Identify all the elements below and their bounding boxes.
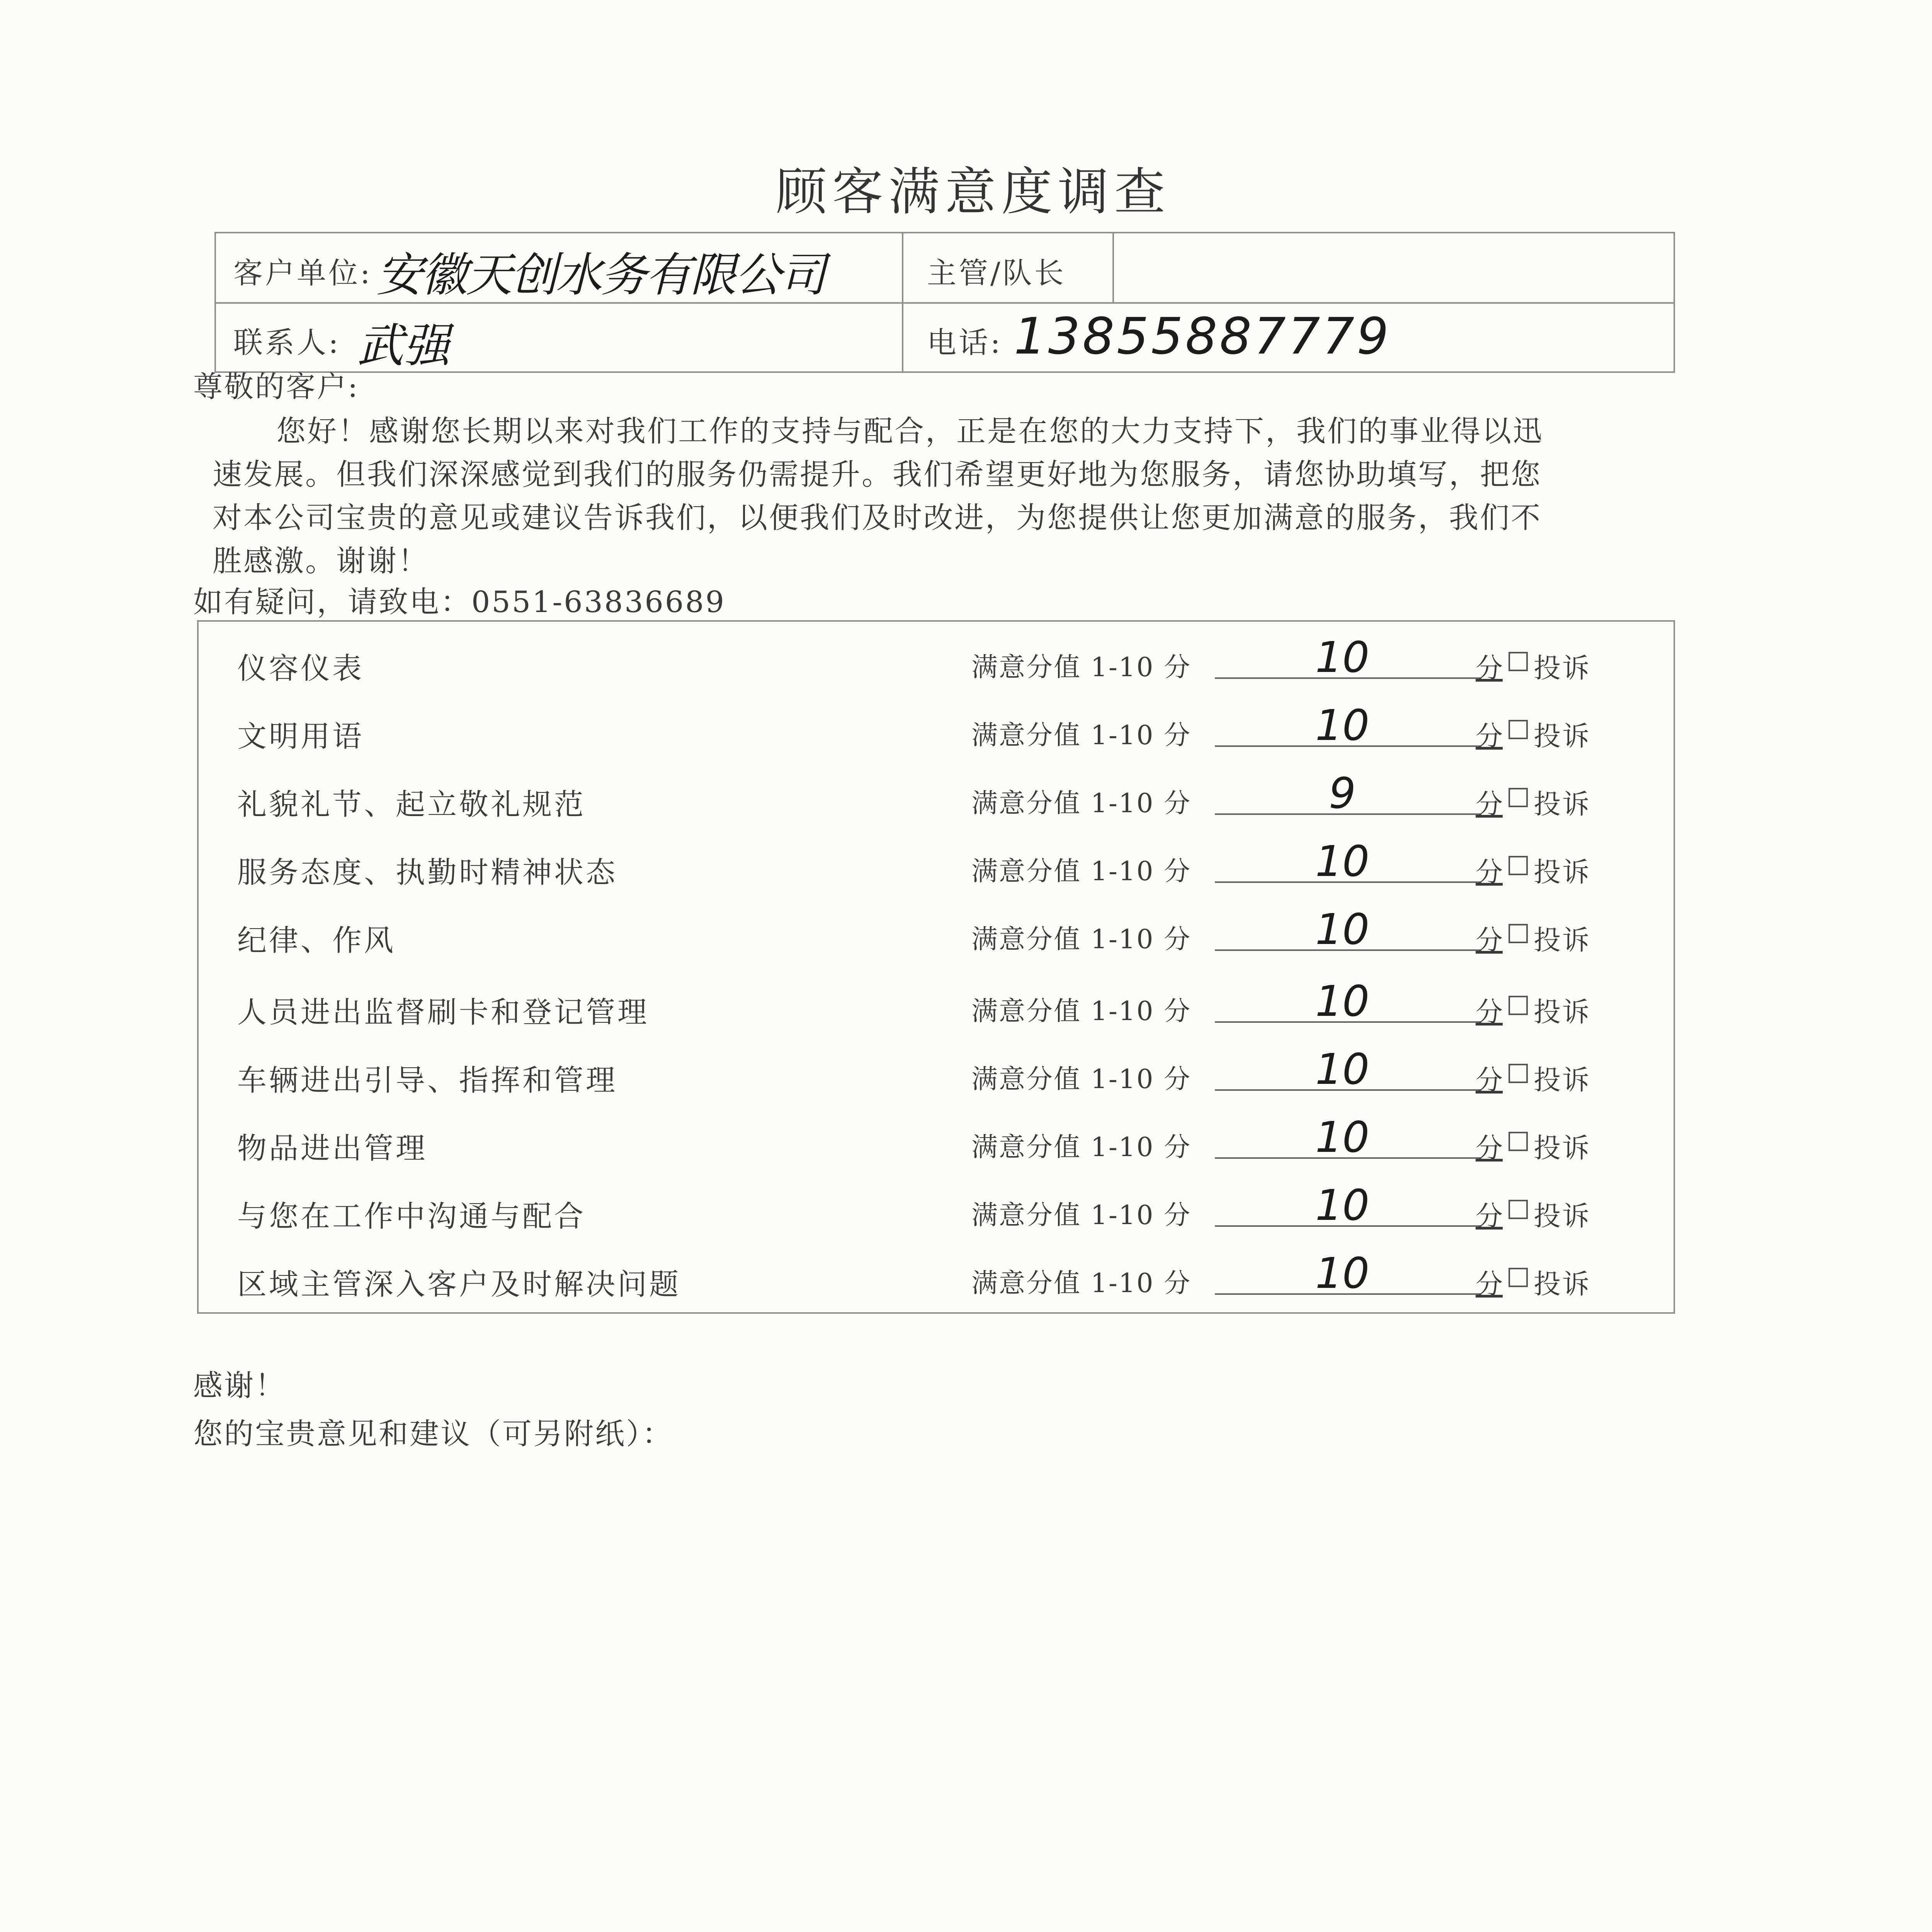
complain-label: 投诉 (1534, 652, 1591, 684)
thanks-text: 感谢！ (193, 1368, 286, 1403)
rating-row (199, 833, 1677, 901)
rating-score[interactable]: 10 (1315, 701, 1369, 750)
complain-label: 投诉 (1534, 1200, 1591, 1232)
unit-label: 分 (1476, 856, 1503, 888)
unit-label: 分 (1476, 1200, 1503, 1232)
rating-item-name: 文明用语 (237, 719, 364, 753)
rating-row (199, 1177, 1677, 1245)
greeting: 尊敬的客户: (193, 369, 359, 404)
rating-score[interactable]: 9 (1329, 769, 1356, 818)
rating-item-name: 仪容仪表 (237, 651, 364, 685)
rating-scale-label: 满意分值 1-10 分 (971, 996, 1191, 1027)
complain-label: 投诉 (1534, 1064, 1591, 1096)
contact-label: 联系人: (233, 325, 341, 360)
rating-score[interactable]: 10 (1315, 633, 1369, 682)
complain-checkbox[interactable] (1509, 856, 1528, 875)
rating-scale-label: 满意分值 1-10 分 (971, 856, 1191, 887)
rating-score[interactable]: 10 (1315, 976, 1369, 1026)
rating-row (199, 1041, 1677, 1109)
complain-checkbox[interactable] (1509, 996, 1528, 1015)
rating-item-name: 人员进出监督刷卡和登记管理 (237, 995, 649, 1029)
complain-label: 投诉 (1534, 856, 1591, 888)
complain-checkbox[interactable] (1509, 1268, 1528, 1287)
phone-value: 13855887779 (1014, 307, 1391, 366)
rating-row (199, 1109, 1677, 1177)
feedback-prompt: 您的宝贵意见和建议（可另附纸）： (193, 1417, 673, 1451)
rating-row (199, 973, 1677, 1041)
letter-line-3: 对本公司宝贵的意见或建议告诉我们，以便我们及时改进，为您提供让您更加满意的服务，我们不 (213, 500, 1542, 535)
client-unit-label: 客户单位: (233, 256, 372, 290)
complain-checkbox[interactable] (1509, 1200, 1528, 1219)
rating-score[interactable]: 10 (1315, 1248, 1369, 1298)
unit-label: 分 (1476, 1132, 1503, 1164)
rating-scale-label: 满意分值 1-10 分 (971, 1132, 1191, 1163)
letter-line-2: 速发展。但我们深深感觉到我们的服务仍需提升。我们希望更好地为您服务，请您协助填写，把您 (213, 457, 1542, 492)
complain-checkbox[interactable] (1509, 652, 1528, 671)
rating-row (199, 697, 1677, 765)
unit-label: 分 (1476, 1268, 1503, 1300)
complain-label: 投诉 (1534, 1132, 1591, 1164)
phone-label: 电话: (927, 325, 1003, 360)
rating-score[interactable]: 10 (1315, 905, 1369, 954)
unit-label: 分 (1476, 924, 1503, 956)
rating-score[interactable]: 10 (1315, 1180, 1369, 1230)
rating-row (199, 629, 1677, 697)
rating-item-name: 纪律、作风 (237, 923, 396, 957)
complain-label: 投诉 (1534, 996, 1591, 1028)
hotline: 如有疑问，请致电：0551-63836689 (193, 585, 726, 619)
unit-label: 分 (1476, 788, 1503, 820)
rating-scale-label: 满意分值 1-10 分 (971, 720, 1191, 751)
unit-label: 分 (1476, 652, 1503, 684)
rating-item-name: 区域主管深入客户及时解决问题 (237, 1267, 681, 1301)
complain-label: 投诉 (1534, 924, 1591, 956)
rating-scale-label: 满意分值 1-10 分 (971, 924, 1191, 955)
letter-line-1: 您好！感谢您长期以来对我们工作的支持与配合，正是在您的大力支持下，我们的事业得以迅 (276, 414, 1544, 448)
rating-row (199, 765, 1677, 833)
complain-checkbox[interactable] (1509, 1132, 1528, 1151)
rating-scale-label: 满意分值 1-10 分 (971, 1268, 1191, 1299)
letter-line-4: 胜感激。谢谢！ (213, 544, 429, 578)
complain-label: 投诉 (1534, 720, 1591, 752)
unit-label: 分 (1476, 996, 1503, 1028)
rating-item-name: 物品进出管理 (237, 1131, 427, 1165)
rating-item-name: 礼貌礼节、起立敬礼规范 (237, 787, 586, 821)
complain-checkbox[interactable] (1509, 1064, 1528, 1083)
rating-table (197, 620, 1675, 1314)
rating-row (199, 1245, 1677, 1313)
unit-label: 分 (1476, 1064, 1503, 1096)
complain-label: 投诉 (1534, 788, 1591, 820)
complain-checkbox[interactable] (1509, 720, 1528, 739)
page-title: 顾客满意度调查 (776, 162, 1171, 222)
rating-score[interactable]: 10 (1315, 1112, 1369, 1162)
rating-score[interactable]: 10 (1315, 837, 1369, 886)
contact-value: 武强 (357, 319, 450, 373)
rating-item-name: 与您在工作中沟通与配合 (237, 1199, 586, 1233)
rating-scale-label: 满意分值 1-10 分 (971, 652, 1191, 683)
supervisor-label: 主管/队长 (927, 256, 1066, 290)
rating-score[interactable]: 10 (1315, 1044, 1369, 1094)
rating-scale-label: 满意分值 1-10 分 (971, 1064, 1191, 1095)
rating-row (199, 901, 1677, 969)
client-info-table (214, 232, 1675, 373)
complain-checkbox[interactable] (1509, 788, 1528, 807)
complain-checkbox[interactable] (1509, 924, 1528, 943)
complain-label: 投诉 (1534, 1268, 1591, 1300)
client-unit-value: 安徽天创水务有限公司 (376, 248, 825, 302)
rating-item-name: 车辆进出引导、指挥和管理 (237, 1063, 617, 1097)
rating-scale-label: 满意分值 1-10 分 (971, 788, 1191, 819)
rating-item-name: 服务态度、执勤时精神状态 (237, 855, 617, 889)
rating-scale-label: 满意分值 1-10 分 (971, 1200, 1191, 1231)
unit-label: 分 (1476, 720, 1503, 752)
